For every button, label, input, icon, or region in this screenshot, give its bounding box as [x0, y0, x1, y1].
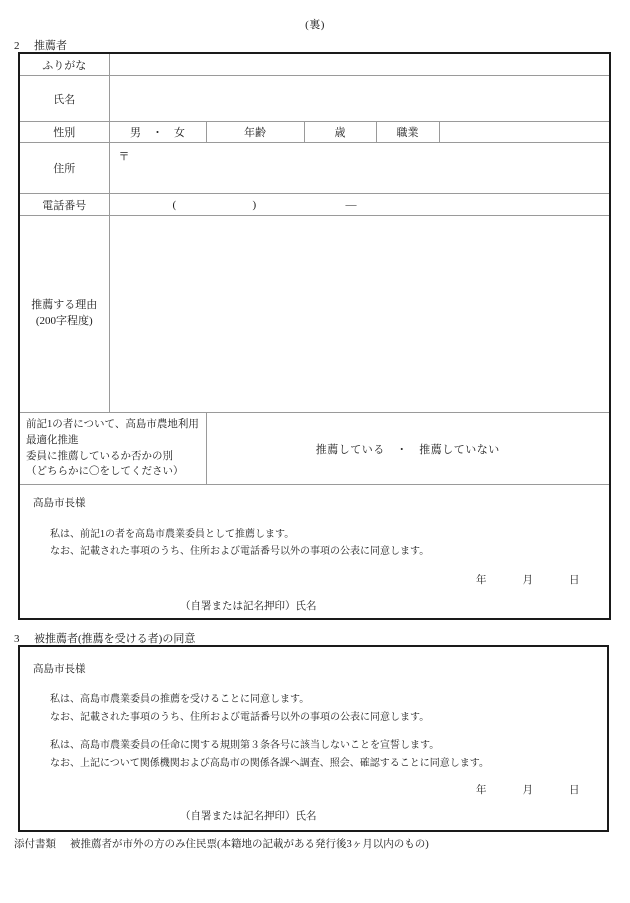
section-title: 推薦者: [34, 40, 67, 52]
declaration-date-line[interactable]: [476, 576, 580, 587]
reason-label-line1: 推薦する理由: [31, 299, 98, 312]
committee-question-line1: 前記1の者について、高島市農地利用最適化推進: [26, 419, 199, 446]
age-unit[interactable]: 歳: [304, 122, 376, 143]
date-month-label: 月: [522, 785, 533, 796]
furigana-input-cell[interactable]: [109, 53, 610, 76]
reason-label: [19, 216, 109, 413]
table-row-furigana: [19, 53, 610, 76]
date-year-label: 年: [476, 785, 487, 796]
recommender-declaration-cell: [19, 485, 610, 620]
table-row-address: [19, 143, 610, 194]
date-day-label: 日: [569, 785, 580, 796]
declaration-line-1: 私は、前記1の者を高島市農業委員として推薦します。: [50, 529, 295, 540]
declaration-addressee: 高島市長様: [33, 498, 86, 509]
reason-input-cell[interactable]: [109, 216, 610, 413]
consent-addressee: 高島市長様: [33, 664, 86, 675]
table-row-committee-status: [19, 413, 610, 485]
table-row-name: [19, 76, 610, 122]
section-number: 2: [14, 40, 20, 52]
section-title: 被推薦者(推薦を受ける者)の同意: [34, 633, 196, 645]
consent-signature-line[interactable]: （自署または記名押印）氏名: [180, 811, 317, 822]
section-number: 3: [14, 633, 20, 645]
telephone-paren-close: ): [252, 198, 257, 211]
committee-question-line3: （どちらかに〇をしてください）: [26, 466, 184, 478]
sex-options[interactable]: 男 ・ 女: [109, 122, 206, 143]
postal-code-mark: 〒: [118, 151, 130, 163]
consent-date-line[interactable]: [476, 786, 580, 797]
telephone-paren-open: (: [172, 198, 177, 211]
committee-question-line2: 委員に推薦しているか否かの別: [26, 450, 173, 462]
age-label: 年齢: [206, 122, 304, 143]
date-day-label: 日: [569, 575, 580, 586]
table-row-telephone: [19, 194, 610, 216]
consent-line-2: なお、記載された事項のうち、住所および電話番号以外の事項の公表に同意します。: [50, 712, 430, 723]
attachment-note-text: 被推薦者が市外の方のみ住民票(本籍地の記載がある発行後3ヶ月以内のもの): [70, 839, 429, 850]
consent-line-3: 私は、高島市農業委員の任命に関する規則第３条各号に該当しないことを宣誓します。: [50, 740, 440, 751]
telephone-label: 電話番号: [19, 194, 109, 216]
declaration-signature-line[interactable]: （自署または記名押印）氏名: [180, 601, 317, 612]
sex-label: 性別: [19, 122, 109, 143]
table-row-reason: [19, 216, 610, 413]
address-label: 住所: [19, 143, 109, 194]
date-month-label: 月: [522, 575, 533, 586]
table-row-sex-age-occupation: [19, 122, 610, 143]
committee-status-question: [19, 413, 206, 485]
declaration-line-2: なお、記載された事項のうち、住所および電話番号以外の事項の公表に同意します。: [50, 546, 430, 557]
occupation-input-cell[interactable]: [439, 122, 610, 143]
attachment-note: [14, 836, 429, 851]
address-input-cell[interactable]: [109, 143, 610, 194]
name-input-cell[interactable]: [109, 76, 610, 122]
occupation-label: 職業: [376, 122, 439, 143]
recommender-table: [18, 52, 611, 620]
telephone-input-cell[interactable]: [109, 194, 610, 216]
reason-label-line2: (200字程度): [35, 315, 93, 327]
consent-line-1: 私は、高島市農業委員の推薦を受けることに同意します。: [50, 694, 310, 705]
date-year-label: 年: [476, 575, 487, 586]
consent-line-4: なお、上記について関係機関および高島市の関係各課へ調査、照会、確認することに同意します。: [50, 758, 489, 769]
attachment-note-label: 添付書類: [14, 839, 56, 850]
furigana-label: ふりがな: [19, 53, 109, 76]
telephone-dash: —: [345, 198, 357, 211]
section-heading-consent: [14, 630, 195, 646]
table-row-declaration: [19, 485, 610, 620]
name-label: 氏名: [19, 76, 109, 122]
section-heading-recommender: [14, 37, 67, 53]
committee-status-answer[interactable]: 推薦している ・ 推薦していない: [206, 413, 610, 485]
page-side-mark: (裏): [305, 19, 325, 31]
consent-box: [18, 645, 609, 832]
